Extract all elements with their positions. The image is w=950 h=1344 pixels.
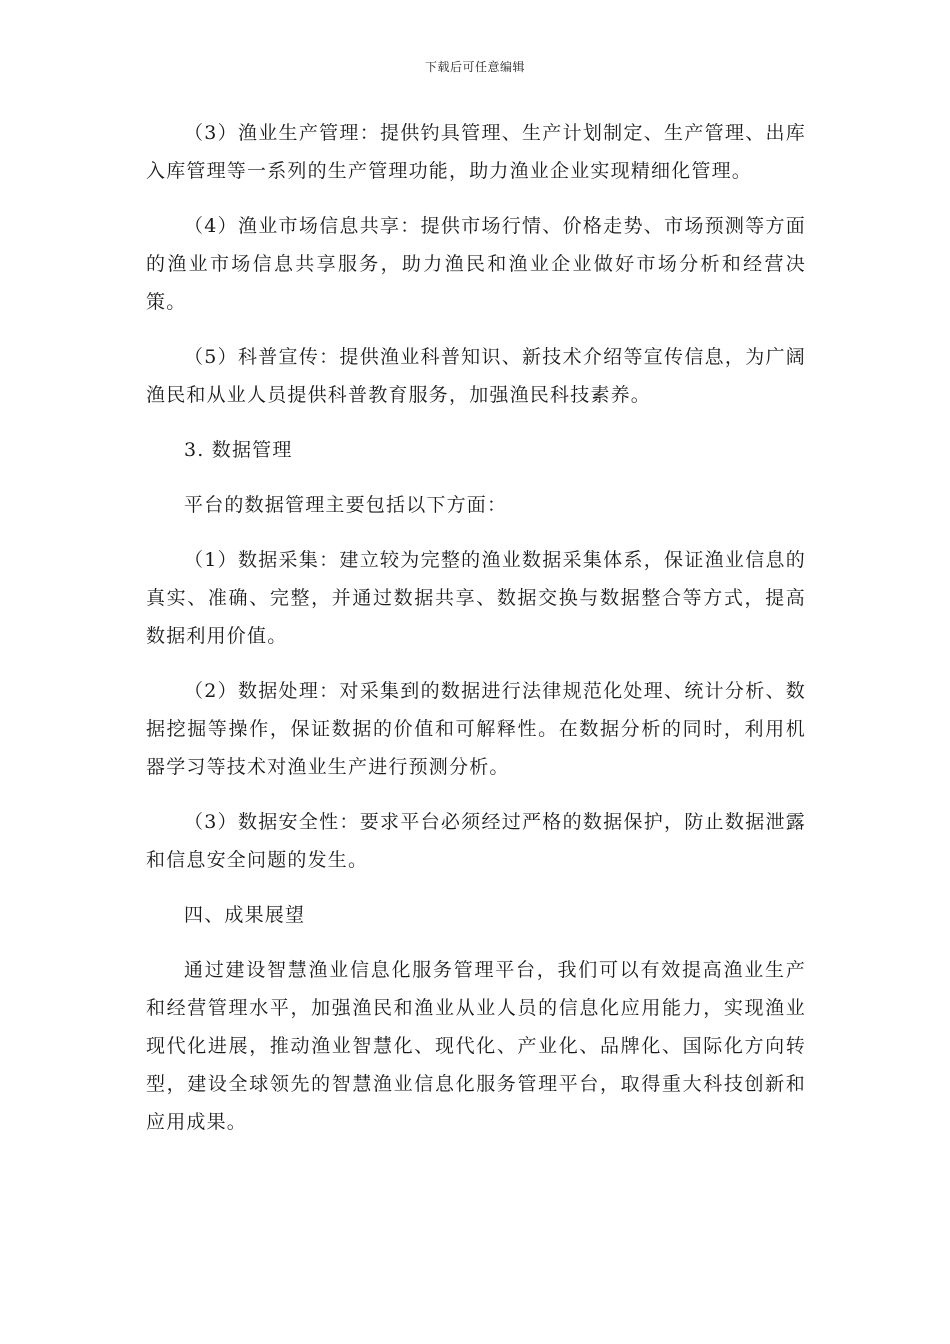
paragraph-market-info-sharing: （4）渔业市场信息共享：提供市场行情、价格走势、市场预测等方面的渔业市场信息共享服务，助力渔民和渔业企业做好市场分析和经营决策。 [146, 215, 806, 313]
section-heading-data-management: 3. 数据管理 [184, 439, 293, 461]
paragraph-data-management-intro: 平台的数据管理主要包括以下方面： [184, 494, 508, 516]
document-body [146, 114, 806, 1158]
paragraph-science-promotion: （5）科普宣传：提供渔业科普知识、新技术介绍等宣传信息，为广阔渔民和从业人员提供科普教育服务，加强渔民科技素养。 [146, 346, 806, 406]
header-note: 下载后可任意编辑 [424, 60, 525, 74]
paragraph-outlook: 通过建设智慧渔业信息化服务管理平台，我们可以有效提高渔业生产和经营管理水平，加强渔民和渔业从业人员的信息化应用能力，实现渔业现代化进展，推动渔业智慧化、现代化、产业化、品牌化、国际化方向转型，建设全球领先的智慧渔业信息化服务管理平台，取得重大科技创新和应用成果。 [146, 959, 806, 1133]
paragraph-data-security: （3）数据安全性：要求平台必须经过严格的数据保护，防止数据泄露和信息安全问题的发生。 [146, 811, 806, 871]
paragraph-data-collection: （1）数据采集：建立较为完整的渔业数据采集体系，保证渔业信息的真实、准确、完整，并通过数据共享、数据交换与数据整合等方式，提高数据利用价值。 [146, 549, 806, 647]
paragraph-data-processing: （2）数据处理：对采集到的数据进行法律规范化处理、统计分析、数据挖掘等操作，保证数据的价值和可解释性。在数据分析的同时，利用机器学习等技术对渔业生产进行预测分析。 [146, 680, 806, 778]
section-heading-outlook: 四、成果展望 [184, 904, 306, 926]
paragraph-production-management: （3）渔业生产管理：提供钓具管理、生产计划制定、生产管理、出库入库管理等一系列的生产管理功能，助力渔业企业实现精细化管理。 [146, 122, 806, 182]
